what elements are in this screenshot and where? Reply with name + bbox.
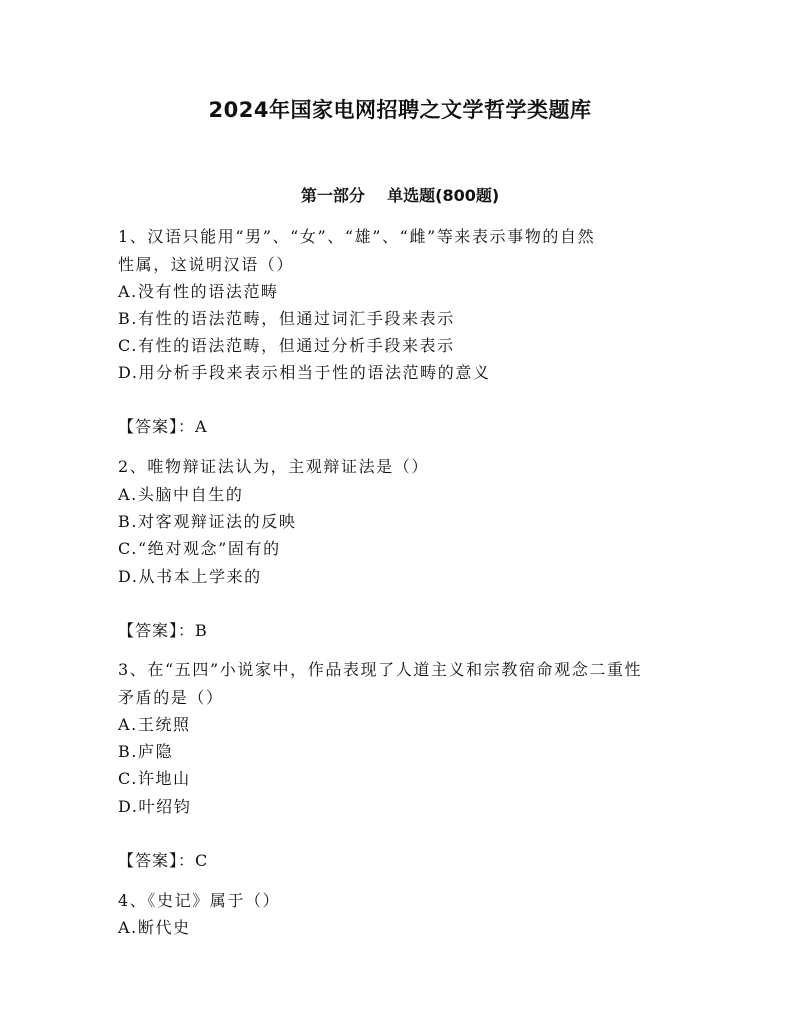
question-2-option-a: A.头脑中自生的 <box>118 485 244 504</box>
question-3-option-b: B.庐隐 <box>118 742 174 761</box>
question-2-option-c: C.“绝对观念”固有的 <box>118 539 281 558</box>
question-3-option-c: C.许地山 <box>118 769 191 788</box>
question-2-option-b: B.对客观辩证法的反映 <box>118 512 297 531</box>
question-4-option-a: A.断代史 <box>118 918 191 937</box>
question-4-stem-line1: 4、《史记》属于（） <box>118 891 281 910</box>
question-1-stem-line1: 1、汉语只能用“男”、“女”、“雄”、“雌”等来表示事物的自然 <box>118 227 596 246</box>
document-title: 2024年国家电网招聘之文学哲学类题库 <box>208 98 592 122</box>
question-3-stem-line1: 3、在“五四”小说家中，作品表现了人道主义和宗教宿命观念二重性 <box>118 660 643 679</box>
question-3-option-d: D.叶绍钧 <box>118 797 192 816</box>
question-1-answer: 【答案】：A <box>118 417 208 436</box>
question-3-option-a: A.王统照 <box>118 715 191 734</box>
question-1-option-a: A.没有性的语法范畴 <box>118 282 279 301</box>
question-3-answer: 【答案】：C <box>118 851 209 870</box>
question-1-option-b: B.有性的语法范畴，但通过词汇手段来表示 <box>118 309 455 328</box>
question-1-option-d: D.用分析手段来表示相当于性的语法范畴的意义 <box>118 363 491 382</box>
question-2-answer: 【答案】：B <box>118 621 208 640</box>
question-2-stem-line1: 2、唯物辩证法认为，主观辩证法是（） <box>118 457 429 476</box>
question-2-option-d: D.从书本上学来的 <box>118 567 262 586</box>
section-title: 第一部分 单选题(800题) <box>300 186 500 205</box>
question-1-option-c: C.有性的语法范畴，但通过分析手段来表示 <box>118 336 455 355</box>
question-3-stem-line2: 矛盾的是（） <box>118 688 224 707</box>
question-1-stem-line2: 性属，这说明汉语（） <box>118 255 295 274</box>
